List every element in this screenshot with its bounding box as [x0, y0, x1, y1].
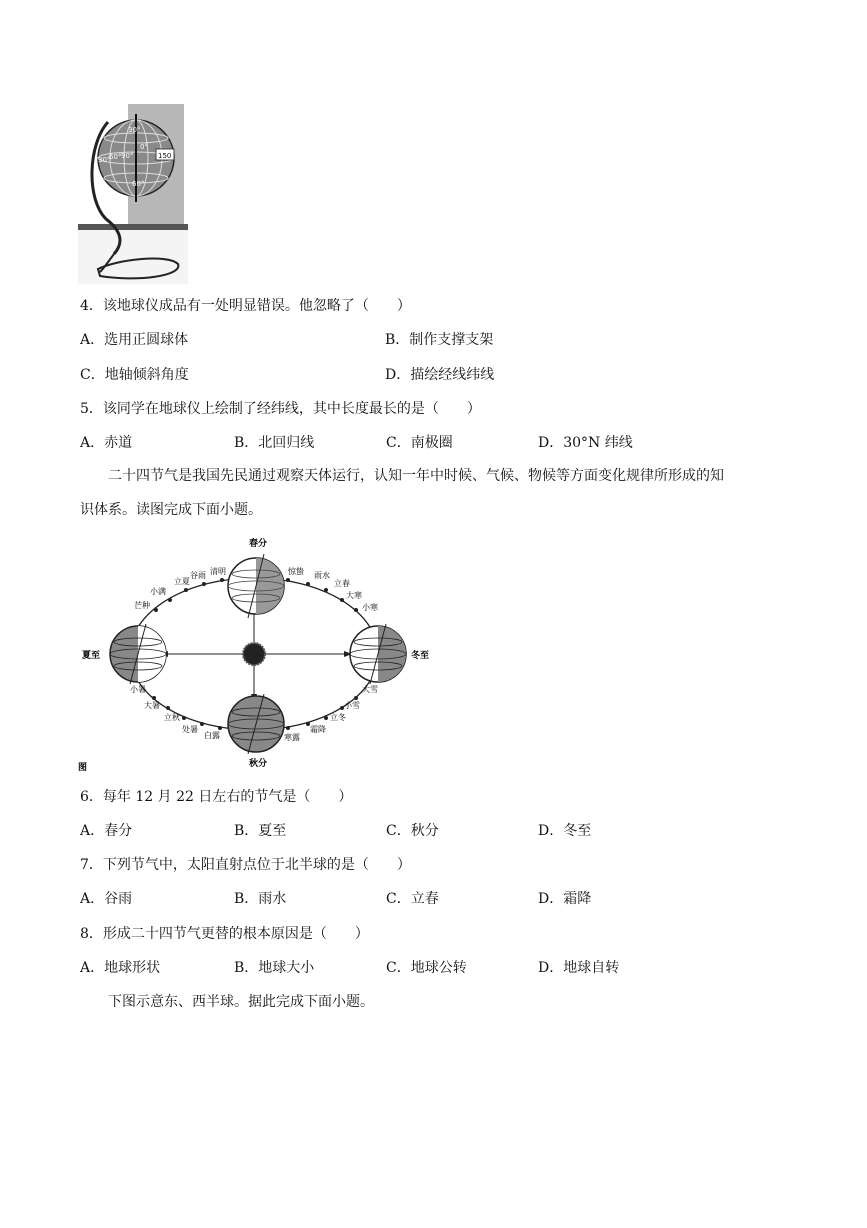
- figure-corner-label: 图: [78, 763, 88, 773]
- q4-option-d[interactable]: D．描绘经线纬线: [385, 367, 495, 383]
- term-label: 小寒: [362, 603, 378, 612]
- globe-label: 0°: [140, 143, 148, 151]
- term-label: 大雪: [362, 685, 378, 694]
- q5-option-a[interactable]: A．赤道: [80, 435, 133, 451]
- globe-label: 150: [158, 152, 172, 160]
- q4-option-c[interactable]: C．地轴倾斜角度: [80, 367, 189, 383]
- term-label: 小暑: [130, 685, 146, 694]
- term-label: 谷雨: [190, 571, 206, 580]
- globe-label: 30°: [98, 156, 111, 164]
- intro-paragraph-line-2: 识体系。读图完成下面小题。: [80, 502, 262, 518]
- term-winter-solstice: 冬至: [411, 651, 430, 661]
- q4-option-a[interactable]: A．选用正圆球体: [80, 332, 189, 348]
- globe-label: 30°: [128, 126, 141, 134]
- globe-model-figure: [78, 104, 188, 284]
- term-autumn-equinox: 秋分: [249, 759, 268, 769]
- globe-label: 60°: [132, 180, 145, 188]
- globe-label: 60°: [109, 153, 122, 161]
- q5-option-c[interactable]: C．南极圈: [386, 435, 453, 451]
- intro-paragraph-line-1: 二十四节气是我国先民通过观察天体运行，认知一年中时候、气候、物候等方面变化规律所形成的知: [108, 468, 724, 484]
- q6-option-c[interactable]: C．秋分: [386, 823, 439, 839]
- question-5-stem: 5．该同学在地球仪上绘制了经纬线，其中长度最长的是（ ）: [80, 401, 481, 417]
- intro-paragraph-2: 下图示意东、西半球。据此完成下面小题。: [108, 994, 374, 1010]
- q8-option-d[interactable]: D．地球自转: [538, 960, 620, 976]
- q7-option-d[interactable]: D．霜降: [538, 891, 592, 907]
- globe-label: 90°: [121, 152, 134, 160]
- question-6-stem: 6．每年 12 月 22 日左右的节气是（ ）: [80, 789, 353, 805]
- q7-option-a[interactable]: A．谷雨: [80, 891, 133, 907]
- term-label: 芒种: [134, 601, 150, 610]
- q6-option-b[interactable]: B．夏至: [234, 823, 287, 839]
- term-label: 立秋: [164, 713, 180, 722]
- term-label: 立春: [334, 579, 350, 588]
- q8-option-c[interactable]: C．地球公转: [386, 960, 467, 976]
- q5-option-b[interactable]: B．北回归线: [234, 435, 315, 451]
- term-label: 雨水: [314, 571, 330, 580]
- term-label: 大暑: [144, 701, 160, 710]
- q8-option-a[interactable]: A．地球形状: [80, 960, 161, 976]
- term-summer-solstice: 夏至: [82, 651, 101, 661]
- question-8-stem: 8．形成二十四节气更替的根本原因是（ ）: [80, 926, 369, 942]
- term-label: 大寒: [346, 591, 362, 600]
- term-label: 小雪: [344, 701, 360, 710]
- q4-option-b[interactable]: B．制作支撑支架: [385, 332, 494, 348]
- term-label: 立冬: [330, 713, 346, 722]
- solar-terms-orbit-figure: [78, 530, 440, 776]
- term-label: 霜降: [310, 725, 326, 734]
- q7-option-c[interactable]: C．立春: [386, 891, 439, 907]
- q8-option-b[interactable]: B．地球大小: [234, 960, 315, 976]
- question-7-stem: 7．下列节气中，太阳直射点位于北半球的是（ ）: [80, 857, 411, 873]
- term-label: 惊蛰: [288, 567, 304, 576]
- term-label: 白露: [204, 731, 220, 740]
- q7-option-b[interactable]: B．雨水: [234, 891, 287, 907]
- q5-option-d[interactable]: D．30°N 纬线: [538, 435, 633, 451]
- term-label: 立夏: [174, 577, 190, 586]
- q6-option-a[interactable]: A．春分: [80, 823, 133, 839]
- term-label: 处暑: [182, 725, 198, 734]
- q6-option-d[interactable]: D．冬至: [538, 823, 592, 839]
- term-spring-equinox: 春分: [249, 539, 268, 549]
- question-4-stem: 4．该地球仪成品有一处明显错误。他忽略了（ ）: [80, 298, 411, 314]
- term-label: 寒露: [284, 733, 300, 742]
- term-label: 清明: [210, 567, 226, 576]
- term-label: 小满: [150, 587, 166, 596]
